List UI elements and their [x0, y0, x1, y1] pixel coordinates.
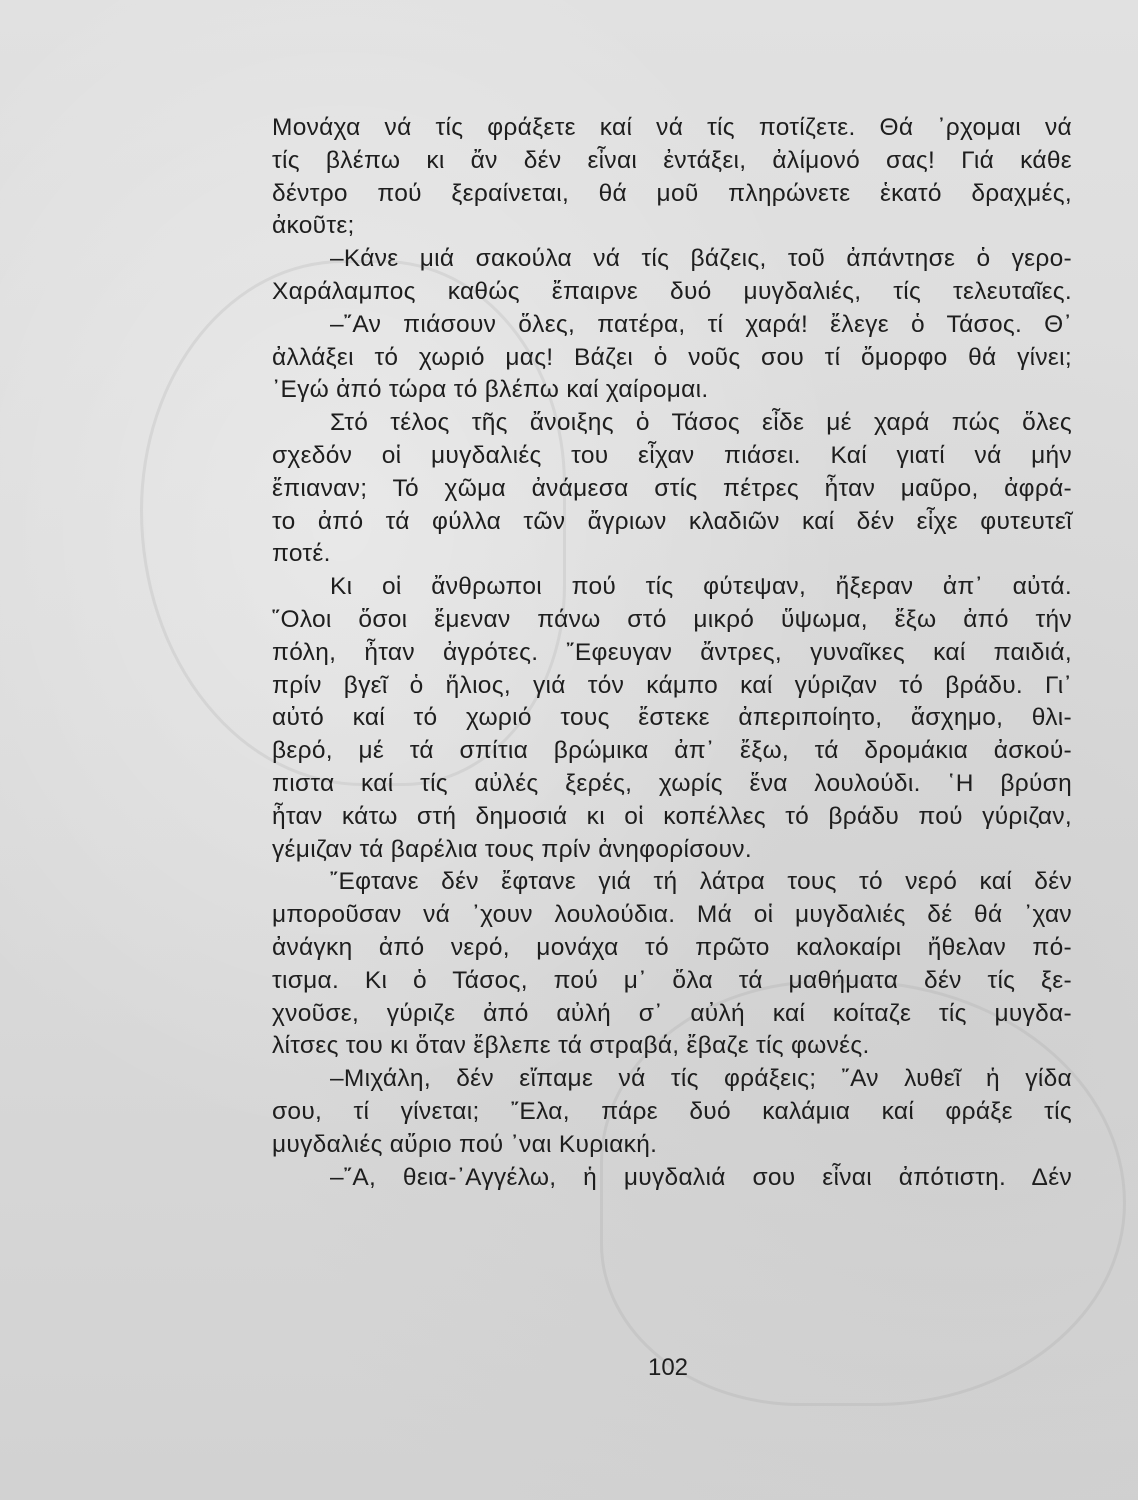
text-line: πρίν βγεῖ ὁ ἥλιος, γιά τόν κάμπο καί γύριζαν τό βράδυ. Γι᾽ — [272, 671, 1072, 699]
text-line: γέμιζαν τά βαρέλια τους πρίν ἀνηφορίσουν. — [272, 835, 752, 863]
text-line: τίς βλέπω κι ἄν δέν εἶναι ἐντάξει, ἀλίμονό σας! Γιά κάθε — [272, 146, 1072, 174]
text-line: τισμα. Κι ὁ Τάσος, πού μ᾽ ὅλα τά μαθήματα δέν τίς ξε- — [272, 966, 1072, 994]
text-line: αὐτό καί τό χωριό τους ἔστεκε ἀπεριποίητο, ἄσχημο, θλι- — [272, 704, 1072, 732]
text-line: χνοῦσε, γύριζε ἀπό αὐλή σ᾽ αὐλή καί κοίταζε τίς μυγδα- — [272, 999, 1072, 1027]
page-number: 102 — [647, 1354, 689, 1381]
text-line: ποτέ. — [272, 540, 331, 568]
text-line: σου, τί γίνεται; ῎Ελα, πάρε δυό καλάμια καί φράξε τίς — [272, 1097, 1072, 1125]
text-line: πιστα καί τίς αὐλές ξερές, χωρίς ἕνα λουλούδι. ῾Η βρύση — [272, 769, 1072, 797]
text-line: Στό τέλος τῆς ἄνοιξης ὁ Τάσος εἶδε μέ χαρά πώς ὅλες — [330, 409, 1072, 437]
text-line: ῞Ολοι ὅσοι ἔμεναν πάνω στό μικρό ὕψωμα, ἔξω ἀπό τήν — [272, 605, 1072, 633]
body-text — [272, 112, 1072, 1194]
text-line: Κι οἱ ἄνθρωποι πού τίς φύτεψαν, ἤξεραν ἀπ᾽ αὐτά. — [330, 573, 1072, 601]
text-line: ἦταν κάτω στή δημοσιά κι οἱ κοπέλλες τό βράδυ πού γύριζαν, — [272, 802, 1072, 830]
text-line: ῎Εφτανε δέν ἔφτανε γιά τή λάτρα τους τό νερό καί δέν — [330, 868, 1072, 896]
text-line: Χαράλαμπος καθώς ἔπαιρνε δυό μυγδαλιές, τίς τελευταῖες. — [272, 277, 1072, 305]
text-line: –Μιχάλη, δέν εἴπαμε νά τίς φράξεις; ῎Αν λυθεῖ ἡ γίδα — [330, 1065, 1072, 1093]
text-line: Μονάχα νά τίς φράξετε καί νά τίς ποτίζετε. Θά ᾽ρχομαι νά — [272, 114, 1072, 141]
text-line: δέντρο πού ξεραίνεται, θά μοῦ πληρώνετε ἑκατό δραχμές, — [272, 179, 1072, 207]
text-line: –῎Αν πιάσουν ὅλες, πατέρα, τί χαρά! ἔλεγε ὁ Τάσος. Θ᾽ — [330, 310, 1072, 338]
text-line: ἀλλάξει τό χωριό μας! Βάζει ὁ νοῦς σου τί ὄμορφο θά γίνει; — [272, 343, 1072, 371]
text-line: ᾽Εγώ ἀπό τώρα τό βλέπω καί χαίρομαι. — [272, 376, 709, 404]
text-line: ἀνάγκη ἀπό νερό, μονάχα τό πρῶτο καλοκαίρι ἤθελαν πό- — [272, 933, 1072, 961]
text-line: μποροῦσαν νά ᾽χουν λουλούδια. Μά οἱ μυγδαλιές δέ θά ᾽χαν — [272, 901, 1072, 929]
text-line: ἔπιαναν; Τό χῶμα ἀνάμεσα στίς πέτρες ἦταν μαῦρο, ἀφρά- — [272, 474, 1072, 502]
text-line: ἀκοῦτε; — [272, 212, 355, 240]
text-line: μυγδαλιές αὔριο πού ᾽ναι Κυριακή. — [272, 1130, 658, 1158]
text-line: –῎Α, θεια-᾽Αγγέλω, ἡ μυγδαλιά σου εἶναι ἀπότιστη. Δέν — [330, 1163, 1072, 1191]
text-line: λίτσες του κι ὅταν ἔβλεπε τά στραβά, ἔβαζε τίς φωνές. — [272, 1032, 870, 1060]
text-line: το ἀπό τά φύλλα τῶν ἄγριων κλαδιῶν καί δέν εἶχε φυτευτεῖ — [272, 507, 1072, 535]
text-line: –Κάνε μιά σακούλα νά τίς βάζεις, τοῦ ἀπάντησε ὁ γερο- — [330, 245, 1072, 273]
text-line: βερό, μέ τά σπίτια βρώμικα ἀπ᾽ ἔξω, τά δρομάκια ἀσκού- — [272, 737, 1072, 765]
text-line: σχεδόν οἱ μυγδαλιές του εἶχαν πιάσει. Καί γιατί νά μήν — [272, 441, 1072, 469]
text-line: πόλη, ἦταν ἀγρότες. ῎Εφευγαν ἄντρες, γυναῖκες καί παιδιά, — [272, 638, 1072, 666]
